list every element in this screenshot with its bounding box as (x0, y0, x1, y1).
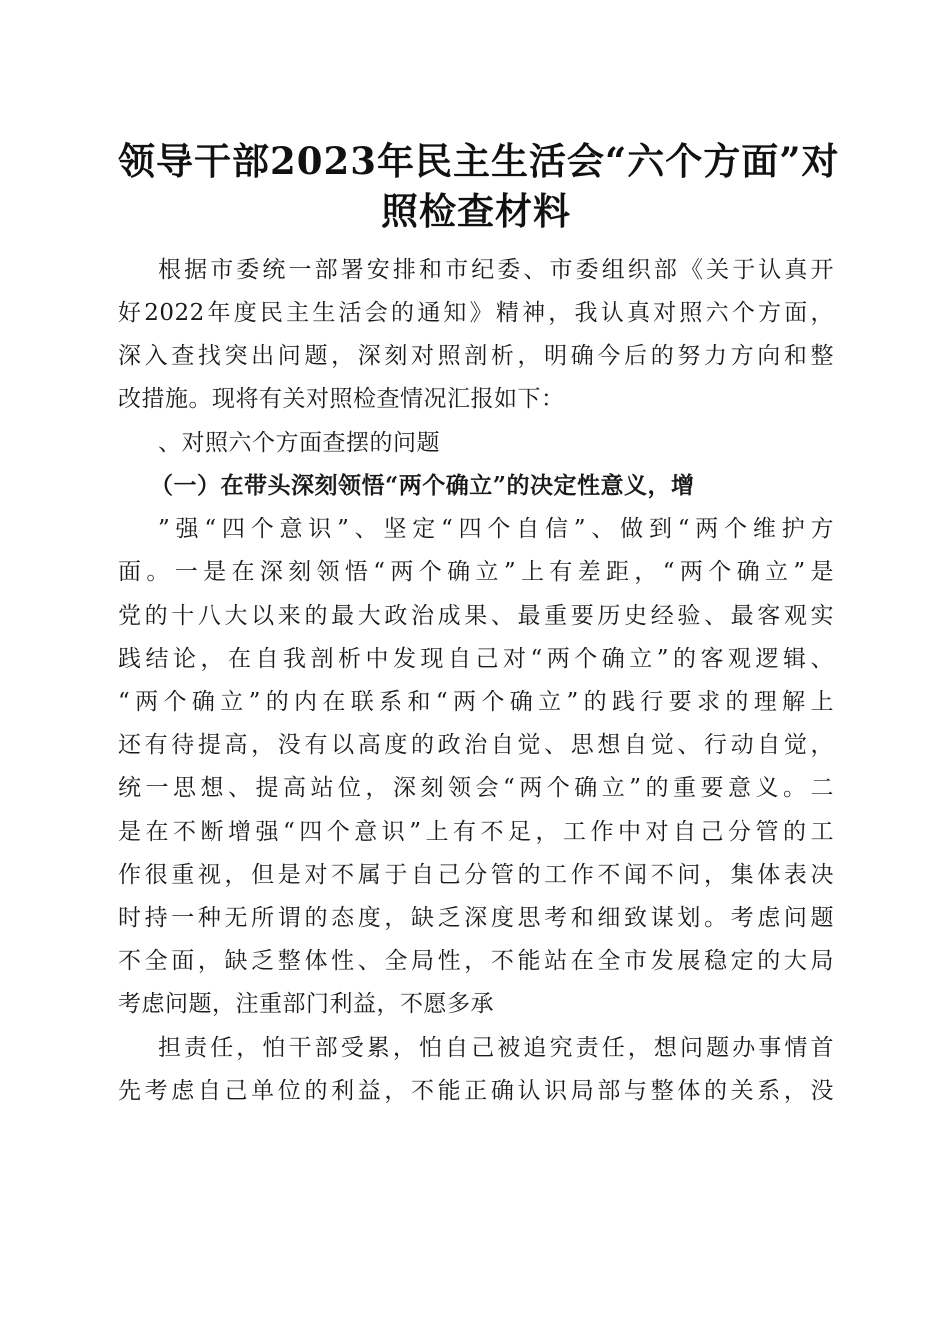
body-line: 先考虑自己单位的利益，不能正确认识局部与整体的关系，没 (118, 1078, 834, 1104)
document-title (118, 136, 840, 236)
body-line: 改措施。现将有关对照检查情况汇报如下： (118, 386, 565, 412)
body-line: 担责任，怕干部受累，怕自己被追究责任，想问题办事情首 (158, 1035, 834, 1061)
section-heading: 、对照六个方面查摆的问题 (158, 430, 440, 456)
body-line: 深入查找突出问题，深刻对照剖析，明确今后的努力方向和整 (118, 343, 834, 369)
body-line: 践结论，在自我剖析中发现自己对“两个确立”的客观逻辑、 (118, 646, 834, 672)
body-line: 党的十八大以来的最大政治成果、最重要历史经验、最客观实 (118, 603, 834, 629)
body-line: 面。一是在深刻领悟“两个确立”上有差距，“两个确立”是 (118, 559, 834, 585)
title-line-2: 照检查材料 (381, 189, 571, 233)
body-line: 统一思想、提高站位，深刻领会“两个确立”的重要意义。二 (118, 775, 834, 801)
body-line: 考虑问题，注重部门利益，不愿多承 (118, 991, 494, 1017)
body-line: 是在不断增强“四个意识”上有不足，工作中对自己分管的工 (118, 819, 834, 845)
body-line: 不全面，缺乏整体性、全局性，不能站在全市发展稳定的大局 (118, 948, 834, 974)
body-line: ”强“四个意识”、坚定“四个自信”、做到“两个维护方 (158, 516, 834, 542)
body-line: 还有待提高，没有以高度的政治自觉、思想自觉、行动自觉， (118, 732, 834, 758)
body-line: “两个确立”的内在联系和“两个确立”的践行要求的理解上 (118, 689, 834, 715)
title-line-1: 领导干部2023年民主生活会“六个方面”对 (118, 139, 840, 183)
subsection-heading: （一）在带头深刻领悟“两个确立”的决定性意义，增 (150, 472, 695, 499)
body-line: 时持一种无所谓的态度，缺乏深度思考和细致谋划。考虑问题 (118, 905, 834, 931)
body-line: 作很重视，但是对不属于自己分管的工作不闻不问，集体表决 (118, 862, 834, 888)
body-line: 根据市委统一部署安排和市纪委、市委组织部《关于认真开 (158, 257, 834, 283)
body-line: 好2022年度民主生活会的通知》精神，我认真对照六个方面， (118, 300, 834, 326)
